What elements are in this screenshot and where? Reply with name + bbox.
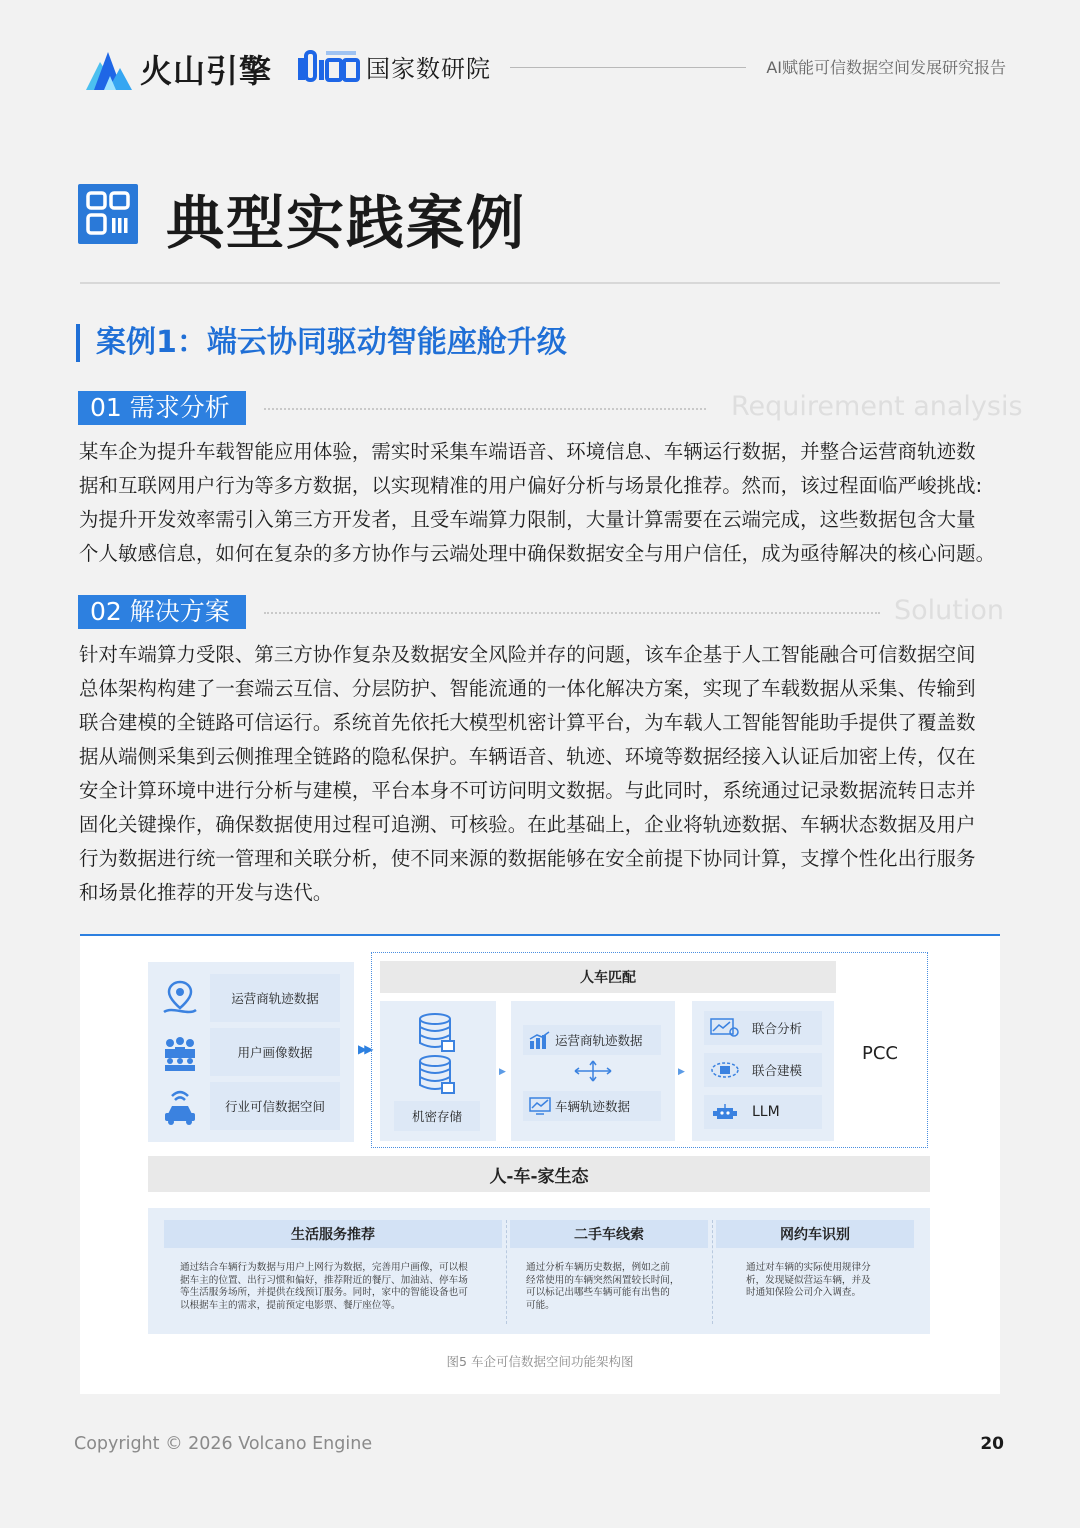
eco-column-text xyxy=(716,1248,914,1300)
eco-column-ride-hailing xyxy=(716,1220,914,1300)
eco-text-line: 通过对车辆的实际使用规律分 xyxy=(746,1262,871,1273)
trajectory-item xyxy=(523,1091,661,1121)
paragraph-line: 据从端侧采集到云侧推理全链路的隐私保护。车辆语音、轨迹、环境等数据经接入认证后加密上传，仅在 xyxy=(79,745,976,768)
source-label: 行业可信数据空间 xyxy=(210,1082,340,1130)
report-title: AI赋能可信数据空间发展研究报告 xyxy=(766,58,1006,77)
architecture-figure xyxy=(80,934,1000,1394)
paragraph-line: 行为数据进行统一管理和关联分析，使不同来源的数据能够在安全前提下协同计算，支撑个性化出行服务 xyxy=(79,847,976,870)
eco-text-line: 通过分析车辆历史数据，例如之前 xyxy=(526,1262,670,1273)
trajectory-item-label: 车辆轨迹数据 xyxy=(555,1099,631,1114)
double-arrow-icon: ▶▶ xyxy=(358,1042,371,1056)
paragraph-line: 据和互联网用户行为等多方数据，以实现精准的用户偏好分析与场景化推荐。然而，该过程面临严峻挑战: xyxy=(79,474,983,497)
analysis-item xyxy=(704,1053,822,1087)
trajectory-item xyxy=(523,1025,661,1055)
source-label: 用户画像数据 xyxy=(210,1028,340,1076)
paragraph-line: 联合建模的全链路可信运行。系统首先依托大模型机密计算平台，为车载人工智能智能助手提供了覆盖数 xyxy=(79,711,976,734)
eco-text-line: 可以标记出哪些车辆可能有出售的 xyxy=(526,1287,670,1298)
source-row xyxy=(148,1028,354,1076)
nd-logo-icon xyxy=(296,48,362,84)
paragraph-line: 和场景化推荐的开发与迭代。 xyxy=(79,881,333,904)
storage-label: 机密存储 xyxy=(394,1101,480,1131)
section-badge-solution: 02 解决方案 xyxy=(78,595,246,629)
analysis-panel xyxy=(692,1001,834,1141)
monitor-chart-icon xyxy=(529,1097,551,1115)
eco-column-used-car xyxy=(510,1220,708,1312)
nd-institute-logo xyxy=(296,48,491,84)
eco-column-title: 生活服务推荐 xyxy=(164,1220,502,1248)
eco-text-line: 以根据车主的需求，提前预定电影票、餐厅座位等。 xyxy=(180,1299,401,1311)
matching-title: 人车匹配 xyxy=(380,961,836,993)
users-group-icon xyxy=(160,1034,200,1072)
location-pin-icon xyxy=(160,980,200,1018)
paragraph-line: 固化关键操作，确保数据使用过程可追溯、可核验。在此基础上，企业将轨迹数据、车辆状态数据及用户 xyxy=(79,813,976,836)
modeling-icon xyxy=(710,1060,740,1080)
source-label: 运营商轨迹数据 xyxy=(210,974,340,1022)
source-row xyxy=(148,974,354,1022)
eco-column-text xyxy=(164,1248,502,1312)
arrow-right-icon: ▶ xyxy=(499,1067,506,1077)
ecosystem-title: 人-车-家生态 xyxy=(148,1156,930,1192)
confidential-storage-panel xyxy=(380,1001,496,1141)
person-car-matching-box xyxy=(371,952,928,1148)
eco-text-line: 通过结合车辆行为数据与用户上网行为数据，完善用户画像，可以根 xyxy=(180,1262,468,1273)
eco-column-text xyxy=(510,1248,708,1312)
analysis-item xyxy=(704,1095,822,1129)
database-lock-icon xyxy=(418,1013,456,1053)
arrow-right-icon: ▶ xyxy=(678,1067,685,1077)
ecosystem-panel xyxy=(148,1208,930,1334)
paragraph-line: 某车企为提升车载智能应用体验，需实时采集车端语音、环境信息、车辆运行数据，并整合运营商轨迹数 xyxy=(79,440,976,463)
column-divider xyxy=(712,1220,713,1324)
header-divider xyxy=(510,67,746,68)
section-badge-requirement: 01 需求分析 xyxy=(78,391,246,425)
requirement-paragraph xyxy=(79,435,1009,571)
solution-paragraph xyxy=(79,638,1009,910)
analysis-item-label: 联合建模 xyxy=(752,1063,803,1078)
grid-icon xyxy=(78,184,138,244)
column-divider xyxy=(506,1220,507,1324)
copyright: Copyright © 2026 Volcano Engine xyxy=(74,1434,373,1454)
page-number: 20 xyxy=(980,1434,1004,1454)
pcc-label: PCC xyxy=(862,1043,898,1064)
source-row xyxy=(148,1082,354,1130)
volcano-engine-logo xyxy=(86,46,272,92)
car-signal-icon xyxy=(160,1088,200,1126)
nd-logo-text: 国家数研院 xyxy=(366,54,491,83)
figure-caption: 图5 车企可信数据空间功能架构图 xyxy=(446,1354,634,1369)
eco-column-title: 网约车识别 xyxy=(716,1220,914,1248)
paragraph-line: 安全计算环境中进行分析与建模，平台本身不可访问明文数据。与此同时，系统通过记录数据流转日志并 xyxy=(79,779,976,802)
volcano-logo-text: 火山引擎 xyxy=(140,52,273,90)
robot-icon xyxy=(710,1102,740,1122)
bar-chart-icon xyxy=(529,1031,551,1049)
trajectory-data-panel xyxy=(511,1001,675,1141)
analysis-item xyxy=(704,1011,822,1045)
paragraph-line: 总体架构构建了一套端云互信、分层防护、智能流通的一体化解决方案，实现了车载数据从采集、传输到 xyxy=(79,677,976,700)
paragraph-line: 针对车端算力受限、第三方协作复杂及数据安全风险并存的问题，该车企基于人工智能融合可信数据空间 xyxy=(79,643,976,666)
eco-text-line: 析，发现疑似营运车辆，并及 xyxy=(746,1274,871,1286)
section-dotted-line xyxy=(264,612,880,614)
analysis-chart-icon xyxy=(710,1018,740,1038)
analysis-item-label: 联合分析 xyxy=(752,1021,803,1036)
move-arrows-icon xyxy=(573,1059,613,1083)
case-title: 案例1：端云协同驱动智能座舱升级 xyxy=(76,324,567,362)
eco-text-line: 经常使用的车辆突然闲置较长时间， xyxy=(526,1274,680,1286)
paragraph-line: 个人敏感信息，如何在复杂的多方协作与云端处理中确保数据安全与用户信任，成为亟待解决的核心问题。 xyxy=(79,542,996,565)
eco-text-line: 时通知保险公司介入调查。 xyxy=(746,1287,862,1298)
database-lock-icon xyxy=(418,1055,456,1095)
section-dotted-line xyxy=(264,408,706,410)
eco-text-line: 据车主的位置、出行习惯和偏好，推荐附近的餐厅、加油站、停车场 xyxy=(180,1274,468,1286)
analysis-item-label: LLM xyxy=(752,1104,780,1120)
data-sources-panel xyxy=(148,962,354,1142)
eco-text-line: 等生活服务场所，并提供在线预订服务。同时，家中的智能设备也可 xyxy=(180,1287,468,1298)
volcano-logo-icon xyxy=(86,48,132,90)
eco-text-line: 可能。 xyxy=(526,1299,555,1311)
eco-column-life-service xyxy=(164,1220,502,1312)
section-en-title: Solution xyxy=(894,595,1004,626)
title-divider xyxy=(80,282,1000,284)
trajectory-item-label: 运营商轨迹数据 xyxy=(555,1033,643,1048)
paragraph-line: 为提升开发效率需引入第三方开发者，且受车端算力限制，大量计算需要在云端完成，这些数据包含大量 xyxy=(79,508,976,531)
eco-column-title: 二手车线索 xyxy=(510,1220,708,1248)
section-en-title: Requirement analysis xyxy=(731,391,1023,422)
page-title: 典型实践案例 xyxy=(166,189,527,257)
